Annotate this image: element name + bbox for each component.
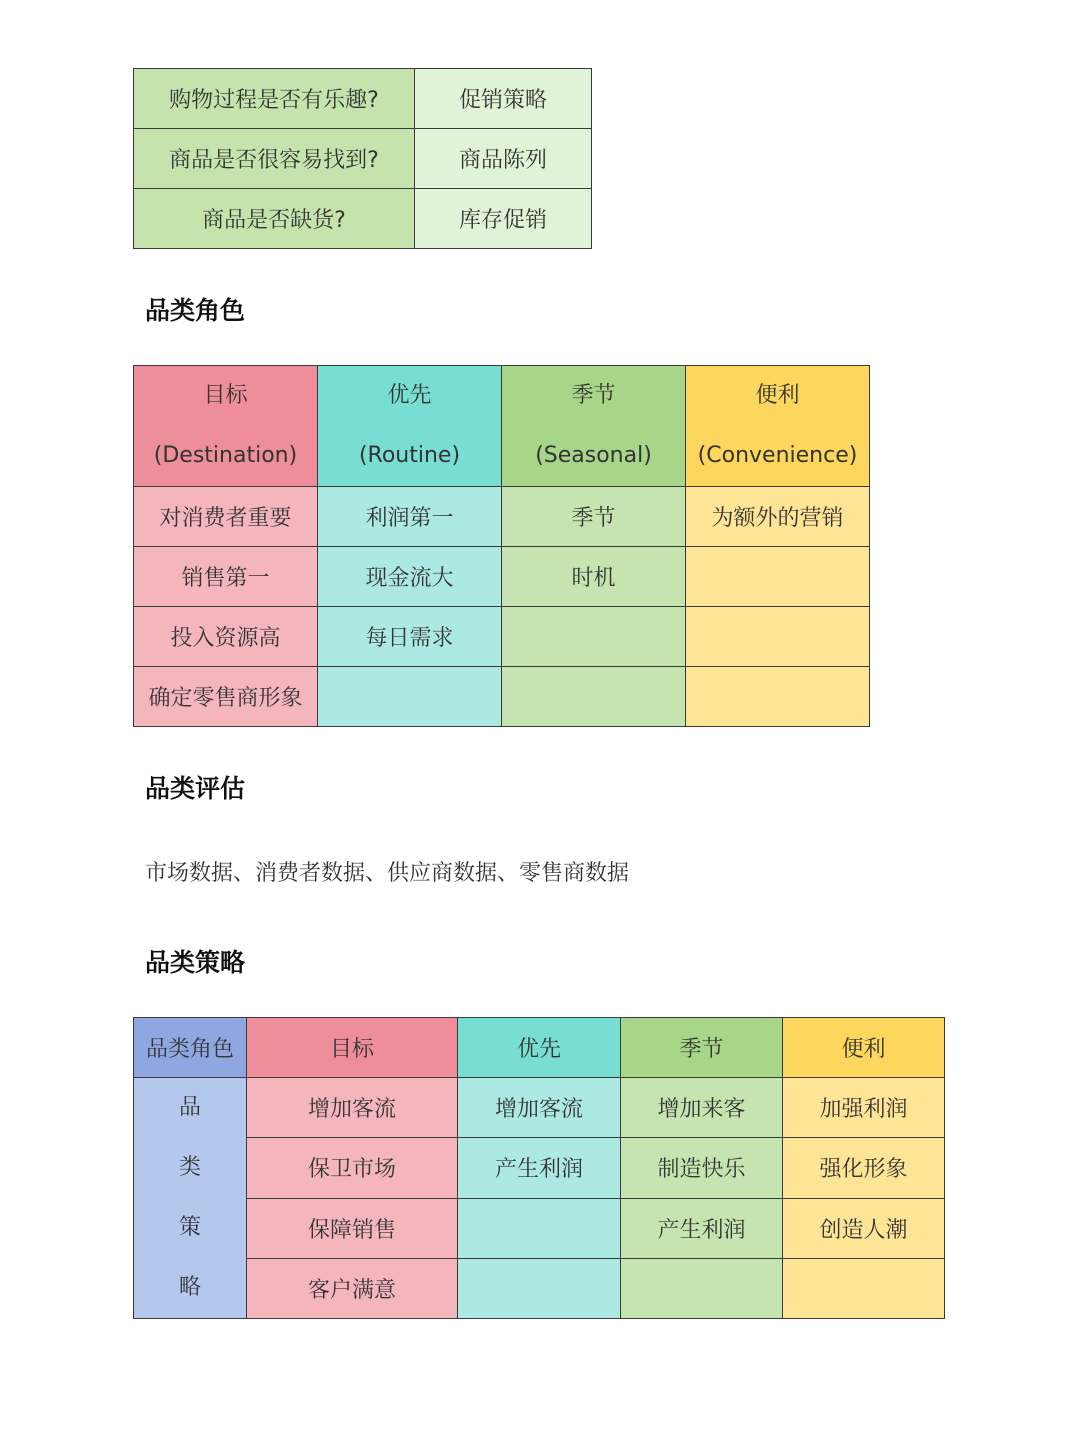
- table-header-row: [134, 1018, 945, 1078]
- table-row: [134, 129, 592, 189]
- header-cn: 便利: [755, 383, 800, 408]
- header-routine: 优先: [458, 1018, 621, 1078]
- table-cell: 产生利润: [621, 1198, 783, 1258]
- table-row: [134, 487, 870, 547]
- table-row: [134, 69, 592, 129]
- table-cell: 加强利润: [783, 1078, 945, 1138]
- table-row: [134, 667, 870, 727]
- table-cell: 客户满意: [247, 1258, 458, 1318]
- side-char: 类: [178, 1155, 201, 1180]
- header-routine: [318, 366, 502, 487]
- table-cell: 保障销售: [247, 1198, 458, 1258]
- table-cell: [458, 1258, 621, 1318]
- header-en: (Destination): [153, 443, 298, 468]
- table-cell: [318, 667, 502, 727]
- table-cell: 增加客流: [458, 1078, 621, 1138]
- header-category-role: 品类角色: [134, 1018, 247, 1078]
- section-heading-eval: 品类评估: [145, 774, 246, 803]
- table-row: [134, 1138, 945, 1198]
- table-row: [134, 1258, 945, 1318]
- table-cell: 创造人潮: [783, 1198, 945, 1258]
- section-heading-roles: 品类角色: [145, 296, 246, 325]
- table-cell: 季节: [502, 487, 686, 547]
- header-destination: [134, 366, 318, 487]
- table-cell: 销售第一: [134, 547, 318, 607]
- table-cell: [783, 1258, 945, 1318]
- shopping-question-table: [133, 68, 592, 249]
- table-cell: [686, 667, 870, 727]
- table-cell: 每日需求: [318, 607, 502, 667]
- answer-cell: 促销策略: [415, 69, 592, 129]
- table-cell: 确定零售商形象: [134, 667, 318, 727]
- table-cell: 利润第一: [318, 487, 502, 547]
- answer-cell: 商品陈列: [415, 129, 592, 189]
- section-heading-strategy: 品类策略: [145, 948, 246, 977]
- header-en: (Seasonal): [535, 443, 652, 468]
- table-cell: 保卫市场: [247, 1138, 458, 1198]
- table-cell: [621, 1258, 783, 1318]
- table-cell: 为额外的营销: [686, 487, 870, 547]
- question-cell: 购物过程是否有乐趣?: [134, 69, 415, 129]
- table-cell: 增加来客: [621, 1078, 783, 1138]
- table-cell: [686, 547, 870, 607]
- header-cn: 优先: [387, 383, 432, 408]
- table-row: [134, 547, 870, 607]
- table-row: [134, 607, 870, 667]
- table-row: [134, 189, 592, 249]
- table-row: [134, 1198, 945, 1258]
- header-cn: 目标: [203, 383, 248, 408]
- answer-cell: 库存促销: [415, 189, 592, 249]
- side-label-strategy: [134, 1078, 247, 1319]
- table-cell: 产生利润: [458, 1138, 621, 1198]
- table-cell: 时机: [502, 547, 686, 607]
- table-cell: 投入资源高: [134, 607, 318, 667]
- category-strategy-table: [133, 1017, 945, 1319]
- header-convenience: 便利: [783, 1018, 945, 1078]
- table-cell: 强化形象: [783, 1138, 945, 1198]
- table-header-row: [134, 366, 870, 487]
- header-en: (Convenience): [697, 443, 858, 468]
- header-seasonal: [502, 366, 686, 487]
- header-en: (Routine): [358, 443, 461, 468]
- header-cn: 季节: [571, 383, 616, 408]
- header-seasonal: 季节: [621, 1018, 783, 1078]
- header-convenience: [686, 366, 870, 487]
- side-char: 策: [178, 1215, 201, 1240]
- side-char: 品: [178, 1095, 201, 1120]
- table-cell: 对消费者重要: [134, 487, 318, 547]
- table-cell: 制造快乐: [621, 1138, 783, 1198]
- table-cell: [686, 607, 870, 667]
- table-cell: [458, 1198, 621, 1258]
- side-char: 略: [178, 1275, 201, 1300]
- table-cell: [502, 607, 686, 667]
- category-roles-table: [133, 365, 870, 727]
- table-row: [134, 1078, 945, 1138]
- table-cell: [502, 667, 686, 727]
- table-cell: 增加客流: [247, 1078, 458, 1138]
- eval-data-sources: 市场数据、消费者数据、供应商数据、零售商数据: [145, 861, 630, 886]
- question-cell: 商品是否缺货?: [134, 189, 415, 249]
- question-cell: 商品是否很容易找到?: [134, 129, 415, 189]
- header-destination: 目标: [247, 1018, 458, 1078]
- table-cell: 现金流大: [318, 547, 502, 607]
